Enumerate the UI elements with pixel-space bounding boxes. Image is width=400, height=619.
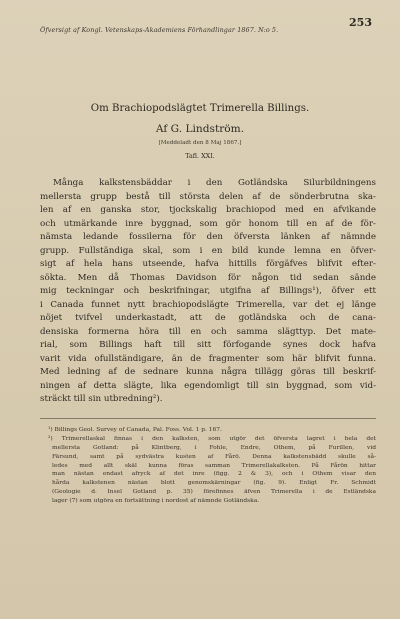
body-line-14: varit vida ofullständigare, än de fragmenter som här blifvit funna. [40, 353, 376, 364]
footnote-2-line-5: man nästan endast afryck af det inre (figg. 2 & 3), och i Othem visar den [52, 471, 376, 478]
footnote-2-line-2: mellersta Gotland: på Klintberg, i Fohle, Endre, Othem, på Furillen, vid [52, 444, 376, 451]
footnote-2-line-1: ²) Trimerellaskal finnas i den kalksten, som utgör det öfversta lagret i hela det [48, 435, 376, 442]
communication-date: [Meddeladt den 8 Maj 1867.] [158, 140, 242, 146]
footnote-1: ¹) Billings Geol. Survey of Canada, Pal. Foss. Vol. 1 p. 167. [48, 427, 222, 433]
article-author: Af G. Lindström. [155, 123, 245, 135]
footnotes [40, 426, 376, 506]
footnote-divider [40, 418, 376, 419]
body-line-13: rial, som Billings haft till sitt förfogande synes dock hafva [40, 340, 376, 350]
body-line-5: nämsta ledande fossilerna för den öfversta länken af nämnde [40, 232, 376, 242]
footnote-2-line-3: Färsund, samt på sydvästra kusten af Fårö. Denna kalkstensbädd skulle så- [52, 453, 376, 460]
footnote-2-line-8: lager (7) som utgöra en fortsättning i nordost af nämnde Gotländska. [52, 498, 260, 505]
plate-reference: Tafl. XXI. [185, 152, 215, 160]
footnote-2-line-6: hårda kalkstenen nästan blott genomskärningar (fig. 9). Enligt Fr. Schmidt [52, 480, 376, 487]
body-line-9: mig teckningar och beskrifningar, utgifna af Billings¹), öfver ett [40, 286, 376, 296]
article-title: Om Brachiopodslägtet Trimerella Billings. [90, 103, 310, 114]
body-line-10: i Canada funnet nytt brachiopodslägte Trimerella, var det ej länge [40, 299, 376, 310]
body-line-12: densiska formerna höra till en och samma slägttyp. Det mate- [40, 326, 376, 337]
body-line-7: sigt af hela hans utseende, hafva hittills förgäfves blifvit efter- [40, 259, 376, 269]
running-head: Öfversigt af Kongl. Vetenskaps-Akademiens Förhandlingar 1867. N:o 5. [40, 26, 279, 34]
body-line-8: sökta. Men då Thomas Davidson för någon tid sedan sände [40, 272, 376, 283]
page-number: 253 [349, 16, 372, 29]
body-line-17: sträckt till sin utbredning²). [40, 394, 163, 404]
footnote-2-line-7: (Geologie d. Insel Gotland p. 35) förefinnes äfven Trimerella i de Estländska [52, 489, 376, 496]
body-line-11: nöjet tvifvel underkastadt, att de gotländska och de cana- [40, 313, 376, 323]
footnote-2-line-4: ledes med allt skäl kunna föras samman Trimerellakalksten. På Fårön hittar [52, 462, 376, 469]
body-line-3: len af en ganska stor, tjockskalig brachiopod med en afvikande [40, 205, 376, 215]
article-body [40, 177, 376, 407]
body-line-6: grupp. Fullständiga skal, som i en bild kunde lemna en öfver- [40, 245, 376, 256]
body-line-16: ningen af detta slägte, lika egendomligt till sin byggnad, som vid- [40, 380, 376, 391]
body-line-15: Med ledning af de sednare kunna några tillägg göras till beskrif- [40, 367, 376, 377]
body-line-2: mellersta grupp bestå till största delen af de sönderbrutna ska- [40, 191, 376, 202]
body-line-4: och utmärkande inre byggnad, som gör honom till en af de för- [40, 218, 376, 229]
body-line-1: Många kalkstensbäddar i den Gotländska Silurbildningens [53, 178, 376, 188]
